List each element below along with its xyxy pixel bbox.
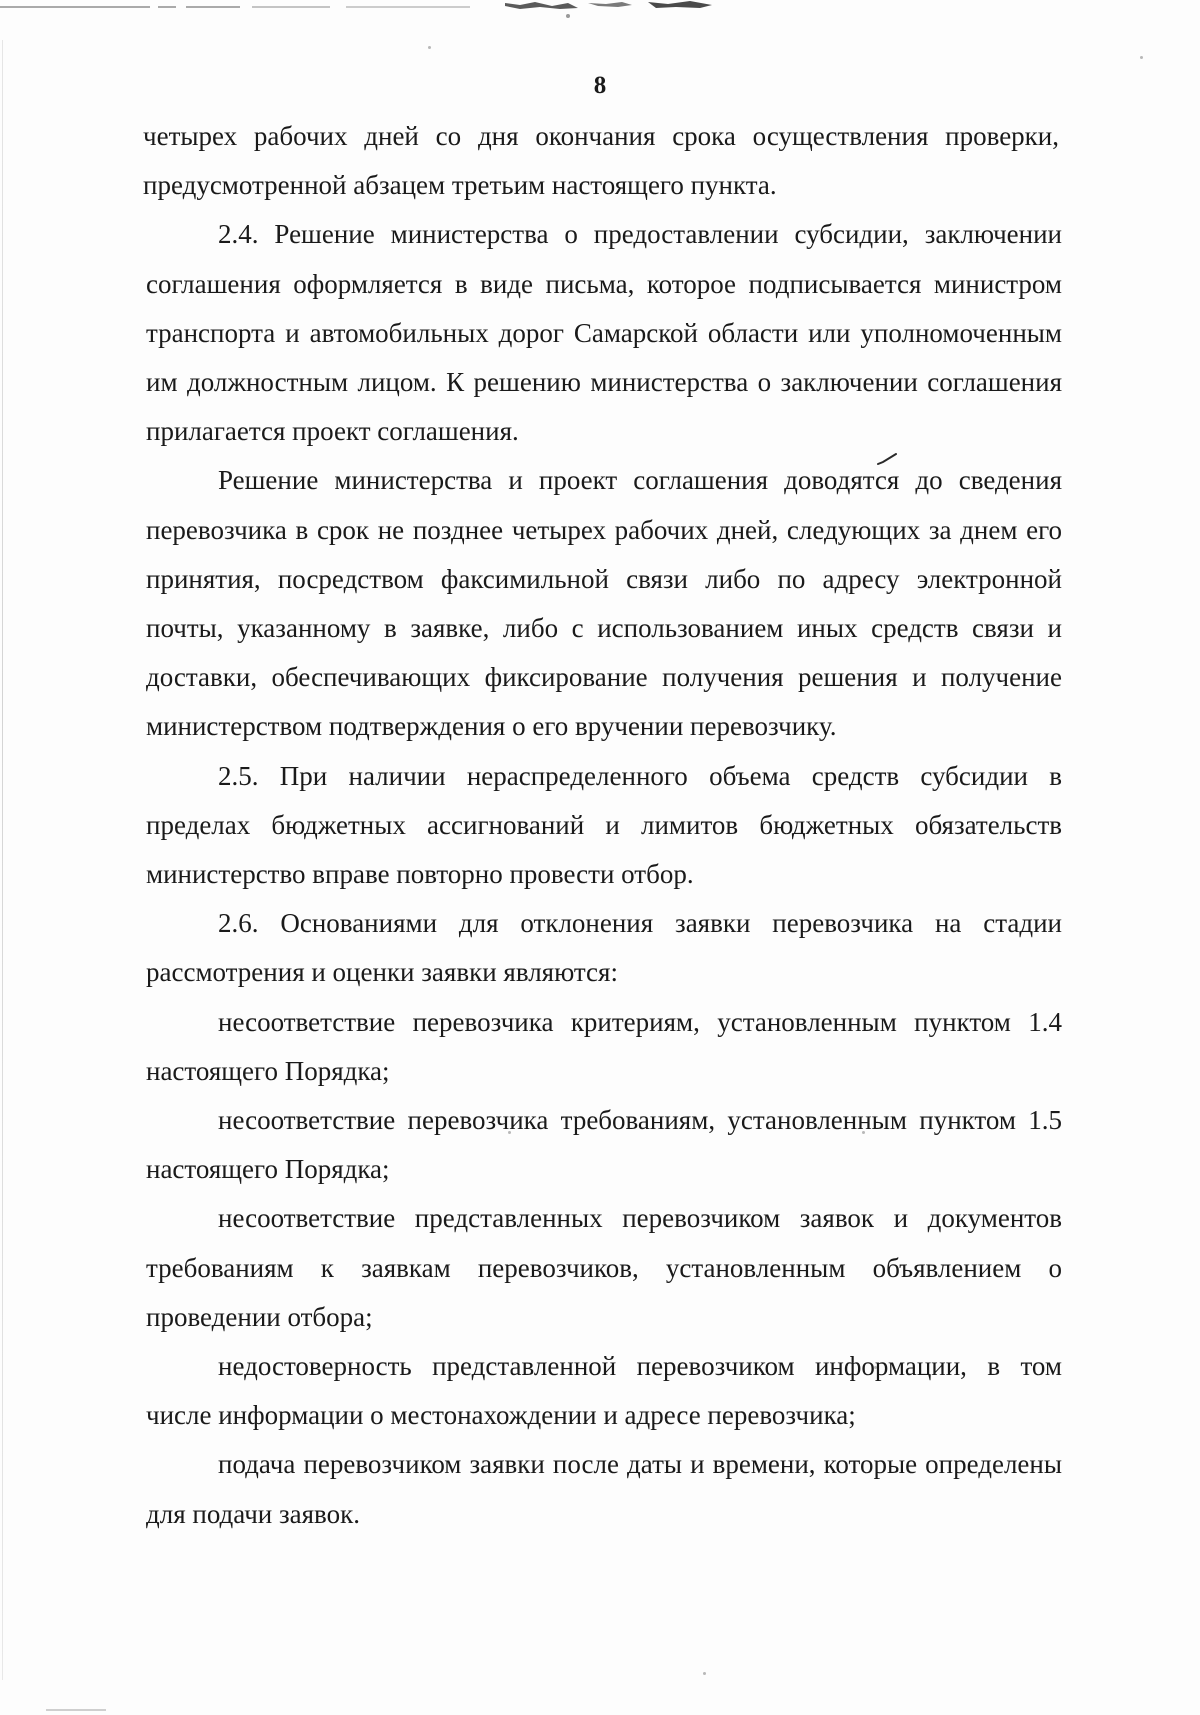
pen-check-mark	[876, 452, 898, 466]
scan-left-edge	[2, 40, 3, 1680]
paragraph-ground-3: несоответствие представленных перевозчиком заявок и документов требованиям к заявкам перевозчиков, установленным объявлением о проведении отбора;	[146, 1203, 1062, 1332]
scan-speck	[566, 14, 570, 18]
scan-speck	[1140, 56, 1143, 59]
document-body	[143, 112, 1062, 1539]
paragraph-ground-5: подача перевозчиком заявки после даты и времени, которые определены для подачи заявок.	[146, 1449, 1062, 1529]
paragraph-continuation: четырех рабочих дней со дня окончания срока осуществления проверки, предусмотренной абзацем третьим настоящего пункта.	[143, 121, 1059, 201]
scan-speck	[703, 1672, 706, 1675]
scan-bottom-mark	[46, 1709, 106, 1711]
paragraph-ground-2: несоответствие перевозчика требованиям, установленным пунктом 1.5 настоящего Порядка;	[146, 1105, 1062, 1185]
paragraph-ground-1: несоответствие перевозчика критериям, установленным пунктом 1.4 настоящего Порядка;	[146, 1006, 1062, 1086]
scan-speck	[428, 46, 431, 49]
paragraph-ground-4: недостоверность представленной перевозчиком информации, в том числе информации о местонахождении и адресе перевозчика;	[146, 1351, 1062, 1431]
page-number: 8	[593, 72, 607, 99]
scan-top-border	[0, 0, 1200, 12]
paragraph-2-5: 2.5. При наличии нераспределенного объема средств субсидии в пределах бюджетных ассигнований и лимитов бюджетных обязательств министерство вправе повторно провести отбор.	[146, 760, 1062, 890]
paragraph-2-6: 2.6. Основаниями для отклонения заявки перевозчика на стадии рассмотрения и оценки заявки являются:	[146, 908, 1062, 988]
paragraph-decision-delivery: Решение министерства и проект соглашения доводятся до сведения перевозчика в срок не позднее четырех рабочих дней, следующих за днем его принятия, посредством факсимильной связи либо по адресу электронной почты, указанному в заявке, либо с использованием иных средств связи и доставки, обеспечивающих фиксирование получения решения и получение министерством подтверждения о его вручении перевозчику.	[146, 465, 1062, 742]
paragraph-2-4: 2.4. Решение министерства о предоставлении субсидии, заключении соглашения оформляется в виде письма, которое подписывается министром транспорта и автомобильных дорог Самарской области или уполномоченным им должностным лицом. К решению министерства о заключении соглашения прилагается проект соглашения.	[146, 219, 1062, 447]
